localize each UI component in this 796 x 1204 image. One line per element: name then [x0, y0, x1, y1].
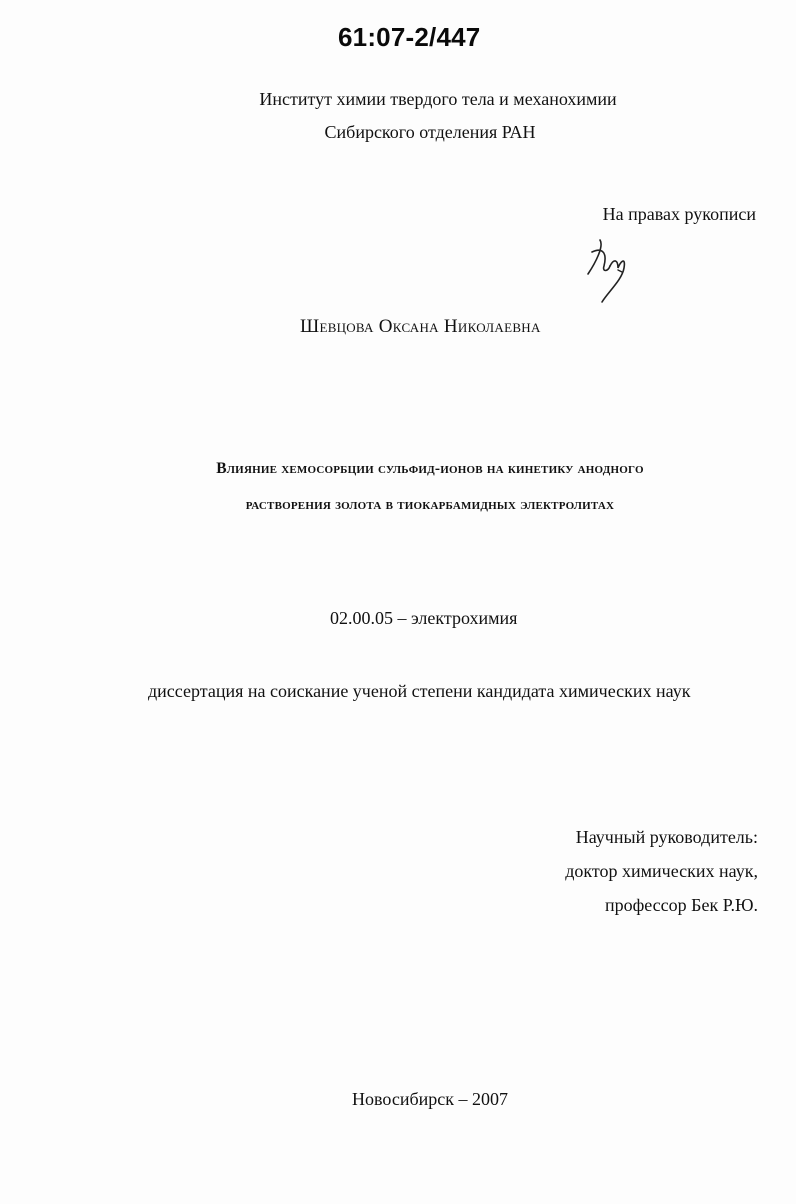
institute-name: Институт химии твердого тела и механохимии — [259, 89, 617, 109]
supervisor-label: Научный руководитель: — [575, 827, 758, 847]
degree-statement: диссертация на соискание ученой степени кандидата химических наук — [148, 681, 691, 701]
handwritten-signature — [578, 232, 638, 304]
archive-code: 61:07-2/447 — [338, 22, 481, 52]
manuscript-rights-note: На правах рукописи — [602, 204, 756, 224]
author-name: Шевцова Оксана Николаевна — [300, 316, 541, 337]
specialty-code: 02.00.05 – электрохимия — [330, 608, 518, 628]
institute-branch: Сибирского отделения РАН — [324, 122, 536, 142]
city-year: Новосибирск – 2007 — [352, 1089, 508, 1109]
supervisor-degree: доктор химических наук, — [565, 861, 758, 881]
supervisor-name: профессор Бек Р.Ю. — [604, 895, 758, 915]
dissertation-title-line-1: Влияние хемосорбции сульфид-ионов на кинетику анодного — [216, 460, 644, 477]
dissertation-title-line-2: растворения золота в тиокарбамидных электролитах — [245, 496, 615, 513]
